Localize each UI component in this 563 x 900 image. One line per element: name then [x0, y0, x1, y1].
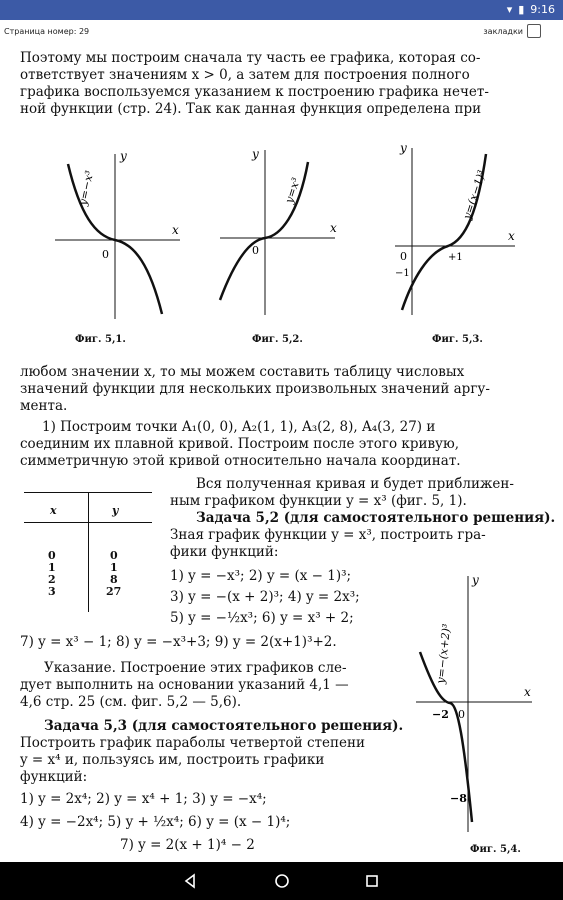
- text-line: соединим их плавной кривой. Построим после этого кривую,: [20, 436, 460, 452]
- y-axis-label: y: [472, 573, 479, 587]
- figure-5-2: [210, 140, 350, 330]
- table-cell: 1: [110, 561, 118, 574]
- battery-icon: ▮: [518, 3, 525, 16]
- table-header: x: [50, 504, 57, 517]
- tick-label: −2: [432, 708, 449, 721]
- y-axis-label: y: [120, 149, 127, 163]
- bookmark-checkbox[interactable]: [527, 24, 541, 38]
- text-line: ным графиком функции y = x³ (фиг. 5, 1).: [170, 493, 467, 509]
- x-axis-label: x: [524, 685, 531, 699]
- status-bar: [0, 0, 563, 20]
- figure-5-1: [50, 144, 200, 334]
- text-line: Зная график функции y = x³, построить гра-: [170, 527, 486, 543]
- task-heading: Задача 5,2 (для самостоятельного решения).: [196, 510, 556, 526]
- formula-line: 3) y = −(x + 2)³; 4) y = 2x³;: [170, 589, 360, 605]
- formula-line: 1) y = 2x⁴; 2) y = x⁴ + 1; 3) y = −x⁴;: [20, 791, 267, 807]
- book-page: [0, 44, 563, 862]
- tick-label: −8: [450, 792, 467, 805]
- task-heading: Задача 5,3 (для самостоятельного решения).: [44, 718, 404, 734]
- figure-5-3: [390, 140, 530, 330]
- text-line: Построить график параболы четвертой степени: [20, 735, 365, 751]
- hint-text: Указание. Построение этих графиков сле-: [44, 660, 347, 676]
- text-line: графика воспользуемся указанием к построению графика нечет-: [20, 84, 489, 100]
- text-line: ной функции (стр. 24). Так как данная функция определена при: [20, 101, 482, 117]
- status-time: 9:16: [530, 3, 555, 16]
- text-line: 1) Построим точки A₁(0, 0), A₂(1, 1), A₃(2, 8), A₄(3, 27) и: [42, 419, 436, 435]
- page-number-label: Страница номер: 29: [4, 27, 90, 36]
- x-axis-label: x: [172, 223, 179, 237]
- origin-label: 0: [458, 708, 465, 721]
- wifi-icon: ▾: [506, 3, 513, 16]
- figure-5-4: [410, 572, 540, 842]
- text-line: y = x⁴ и, пользуясь им, построить графики: [20, 752, 325, 768]
- curve-label: y=−x³: [76, 169, 97, 207]
- x-axis-label: x: [508, 229, 515, 243]
- bookmarks-label: закладки: [483, 27, 523, 36]
- tick-label: −1: [395, 268, 410, 279]
- navigation-bar: [0, 862, 563, 900]
- y-axis-label: y: [252, 147, 259, 161]
- back-icon[interactable]: [180, 871, 200, 891]
- hint-text: дует выполнить на основании указаний 4,1 —: [20, 677, 349, 693]
- figure-caption: Фиг. 5,1.: [75, 334, 126, 345]
- recents-icon[interactable]: [362, 871, 382, 891]
- x-axis-label: x: [330, 221, 337, 235]
- text-line: значений функции для нескольких произвольных значений аргу-: [20, 381, 490, 397]
- text-line: мента.: [20, 398, 68, 414]
- origin-label: 0: [102, 248, 109, 261]
- table-cell: 0: [48, 549, 56, 562]
- text-line: Вся полученная кривая и будет приближен-: [196, 476, 514, 492]
- formula-line: 7) y = 2(x + 1)⁴ − 2: [120, 837, 255, 853]
- curve-label: y=−(x+2)³: [434, 623, 454, 685]
- hint-text: 4,6 стр. 25 (см. фиг. 5,2 — 5,6).: [20, 694, 242, 710]
- table-cell: 1: [48, 561, 56, 574]
- origin-label: 0: [252, 244, 259, 257]
- figure-caption: Фиг. 5,4.: [470, 844, 521, 855]
- text-line: ответствует значениям x > 0, а затем для построения полного: [20, 67, 470, 83]
- table-cell: 3: [48, 585, 56, 598]
- status-icons: [507, 3, 555, 16]
- table-cell: 8: [110, 573, 118, 586]
- text-line: Поэтому мы построим сначала ту часть ее графика, которая со-: [20, 50, 481, 66]
- formula-line: 1) y = −x³; 2) y = (x − 1)³;: [170, 568, 352, 584]
- origin-label: 0: [400, 250, 407, 263]
- reader-top-bar: [0, 20, 563, 45]
- formula-line: 4) y = −2x⁴; 5) y + ½x⁴; 6) y = (x − 1)⁴;: [20, 814, 291, 830]
- text-line: функций:: [20, 769, 88, 785]
- table-cell: 0: [110, 549, 118, 562]
- figure-caption: Фиг. 5,2.: [252, 334, 303, 345]
- formula-line: 7) y = x³ − 1; 8) y = −x³+3; 9) y = 2(x+1)³+2.: [20, 634, 337, 650]
- y-axis-label: y: [400, 141, 407, 155]
- table-cell: 2: [48, 573, 56, 586]
- curve-label: y=(x−1)³: [460, 168, 489, 221]
- tick-label: +1: [448, 252, 463, 263]
- formula-line: 5) y = −½x³; 6) y = x³ + 2;: [170, 610, 354, 626]
- figure-caption: Фиг. 5,3.: [432, 334, 483, 345]
- table-cell: 27: [106, 585, 122, 598]
- table-header: y: [112, 504, 119, 517]
- text-line: симметричную этой кривой относительно начала координат.: [20, 453, 461, 469]
- text-line: любом значении x, то мы можем составить таблицу числовых: [20, 364, 465, 380]
- home-icon[interactable]: [272, 871, 292, 891]
- text-line: фики функций:: [170, 544, 279, 560]
- curve-label: y=x³: [282, 176, 303, 205]
